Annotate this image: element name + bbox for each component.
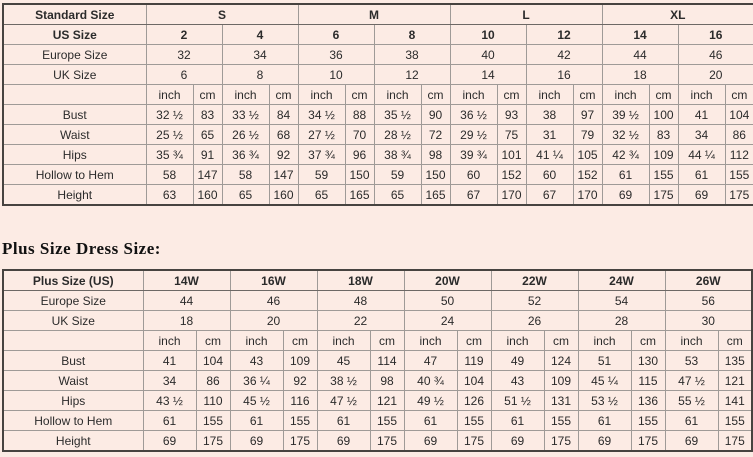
unit-cm-cell: cm (345, 85, 374, 105)
size-cell: 6 (298, 25, 374, 45)
measure-cm-cell: 88 (345, 105, 374, 125)
measure-cm-cell: 93 (497, 105, 526, 125)
size-cell: 18 (602, 65, 678, 85)
plus-size-header: 20W (404, 270, 491, 291)
unit-inch-cell: inch (230, 331, 283, 351)
size-cell: 24 (404, 311, 491, 331)
measure-cm-cell: 75 (497, 125, 526, 145)
plus-size-header: 22W (491, 270, 578, 291)
unit-inch-cell: inch (678, 85, 725, 105)
measure-cm-cell: 170 (573, 185, 602, 206)
row-label (3, 331, 143, 351)
measure-inch-cell: 61 (678, 165, 725, 185)
measure-cm-cell: 114 (370, 351, 404, 371)
measure-cm-cell: 165 (421, 185, 450, 206)
measure-inch-cell: 61 (665, 411, 718, 431)
size-cell: 46 (678, 45, 753, 65)
measure-cm-cell: 110 (196, 391, 230, 411)
unit-cm-cell: cm (370, 331, 404, 351)
measure-cm-cell: 109 (544, 371, 578, 391)
size-cell: 12 (374, 65, 450, 85)
size-cell: 6 (146, 65, 222, 85)
plus-size-table (2, 269, 753, 452)
measure-cm-cell: 126 (457, 391, 491, 411)
unit-inch-cell: inch (602, 85, 649, 105)
measure-cm-cell: 116 (283, 391, 317, 411)
size-cell: 32 (146, 45, 222, 65)
measure-cm-cell: 92 (269, 145, 298, 165)
row-label: Height (3, 431, 143, 452)
measure-cm-cell: 109 (283, 351, 317, 371)
unit-inch-cell: inch (665, 331, 718, 351)
size-cell: 48 (317, 291, 404, 311)
measure-cm-cell: 119 (457, 351, 491, 371)
measure-inch-cell: 37 ¾ (298, 145, 345, 165)
plus-size-header: 18W (317, 270, 404, 291)
measure-cm-cell: 155 (457, 411, 491, 431)
measure-inch-cell: 58 (146, 165, 193, 185)
measure-cm-cell: 175 (196, 431, 230, 452)
measure-cm-cell: 155 (725, 165, 753, 185)
measure-inch-cell: 47 ½ (317, 391, 370, 411)
measure-cm-cell: 155 (718, 411, 752, 431)
measure-inch-cell: 53 ½ (578, 391, 631, 411)
unit-inch-cell: inch (317, 331, 370, 351)
measure-inch-cell: 47 (404, 351, 457, 371)
measure-inch-cell: 27 ½ (298, 125, 345, 145)
size-cell: 40 (450, 45, 526, 65)
measure-cm-cell: 100 (649, 105, 678, 125)
plus-size-header: 24W (578, 270, 665, 291)
row-label: Hips (3, 391, 143, 411)
measure-inch-cell: 69 (678, 185, 725, 206)
unit-cm-cell: cm (421, 85, 450, 105)
measure-cm-cell: 91 (193, 145, 222, 165)
plus-size-header: 26W (665, 270, 752, 291)
unit-inch-cell: inch (143, 331, 196, 351)
plus-size-header: 16W (230, 270, 317, 291)
unit-cm-cell: cm (649, 85, 678, 105)
measure-cm-cell: 98 (421, 145, 450, 165)
size-cell: 8 (222, 65, 298, 85)
measure-inch-cell: 55 ½ (665, 391, 718, 411)
measure-cm-cell: 152 (573, 165, 602, 185)
row-label: Europe Size (3, 45, 146, 65)
measure-inch-cell: 45 ¼ (578, 371, 631, 391)
measure-cm-cell: 104 (457, 371, 491, 391)
measure-inch-cell: 39 ¾ (450, 145, 497, 165)
measure-cm-cell: 101 (497, 145, 526, 165)
measure-inch-cell: 59 (374, 165, 421, 185)
unit-cm-cell: cm (725, 85, 753, 105)
size-group-header: S (146, 4, 298, 25)
measure-cm-cell: 104 (725, 105, 753, 125)
measure-inch-cell: 49 ½ (404, 391, 457, 411)
size-cell: 8 (374, 25, 450, 45)
unit-inch-cell: inch (450, 85, 497, 105)
measure-inch-cell: 47 ½ (665, 371, 718, 391)
measure-inch-cell: 65 (374, 185, 421, 206)
row-label: Waist (3, 371, 143, 391)
measure-cm-cell: 175 (631, 431, 665, 452)
measure-cm-cell: 115 (631, 371, 665, 391)
measure-inch-cell: 45 (317, 351, 370, 371)
measure-inch-cell: 38 ½ (317, 371, 370, 391)
measure-cm-cell: 155 (283, 411, 317, 431)
row-label: UK Size (3, 65, 146, 85)
row-label: UK Size (3, 311, 143, 331)
measure-inch-cell: 26 ½ (222, 125, 269, 145)
measure-inch-cell: 43 (230, 351, 283, 371)
unit-cm-cell: cm (631, 331, 665, 351)
size-cell: 14 (602, 25, 678, 45)
measure-cm-cell: 155 (544, 411, 578, 431)
measure-inch-cell: 53 (665, 351, 718, 371)
measure-cm-cell: 175 (725, 185, 753, 206)
measure-inch-cell: 38 (526, 105, 573, 125)
unit-inch-cell: inch (374, 85, 421, 105)
size-cell: 52 (491, 291, 578, 311)
size-cell: 4 (222, 25, 298, 45)
unit-cm-cell: cm (193, 85, 222, 105)
unit-cm-cell: cm (497, 85, 526, 105)
measure-cm-cell: 155 (370, 411, 404, 431)
measure-inch-cell: 61 (317, 411, 370, 431)
measure-inch-cell: 51 ½ (491, 391, 544, 411)
measure-cm-cell: 79 (573, 125, 602, 145)
row-label: Hips (3, 145, 146, 165)
measure-cm-cell: 130 (631, 351, 665, 371)
measure-inch-cell: 32 ½ (602, 125, 649, 145)
standard-size-table (2, 3, 753, 206)
measure-cm-cell: 121 (370, 391, 404, 411)
measure-cm-cell: 96 (345, 145, 374, 165)
measure-inch-cell: 39 ½ (602, 105, 649, 125)
row-label (3, 85, 146, 105)
measure-cm-cell: 105 (573, 145, 602, 165)
size-cell: 56 (665, 291, 752, 311)
measure-inch-cell: 34 ½ (298, 105, 345, 125)
size-cell: 14 (450, 65, 526, 85)
row-label: Waist (3, 125, 146, 145)
plus-size-title: Plus Size Dress Size: (2, 239, 161, 258)
measure-inch-cell: 32 ½ (146, 105, 193, 125)
measure-inch-cell: 69 (665, 431, 718, 452)
size-cell: 42 (526, 45, 602, 65)
measure-inch-cell: 61 (602, 165, 649, 185)
measure-cm-cell: 65 (193, 125, 222, 145)
row-label: US Size (3, 25, 146, 45)
size-cell: 20 (678, 65, 753, 85)
measure-inch-cell: 67 (450, 185, 497, 206)
measure-cm-cell: 141 (718, 391, 752, 411)
measure-cm-cell: 72 (421, 125, 450, 145)
measure-inch-cell: 69 (404, 431, 457, 452)
measure-inch-cell: 67 (526, 185, 573, 206)
measure-inch-cell: 69 (317, 431, 370, 452)
measure-inch-cell: 42 ¾ (602, 145, 649, 165)
measure-cm-cell: 109 (649, 145, 678, 165)
unit-inch-cell: inch (146, 85, 193, 105)
measure-cm-cell: 175 (370, 431, 404, 452)
measure-cm-cell: 170 (497, 185, 526, 206)
measure-cm-cell: 86 (725, 125, 753, 145)
row-label: Bust (3, 105, 146, 125)
measure-cm-cell: 175 (283, 431, 317, 452)
measure-cm-cell: 155 (631, 411, 665, 431)
measure-inch-cell: 36 ¾ (222, 145, 269, 165)
measure-inch-cell: 28 ½ (374, 125, 421, 145)
measure-cm-cell: 104 (196, 351, 230, 371)
size-cell: 36 (298, 45, 374, 65)
measure-inch-cell: 60 (526, 165, 573, 185)
size-cell: 12 (526, 25, 602, 45)
unit-inch-cell: inch (222, 85, 269, 105)
measure-inch-cell: 61 (230, 411, 283, 431)
measure-cm-cell: 68 (269, 125, 298, 145)
measure-cm-cell: 175 (718, 431, 752, 452)
measure-cm-cell: 152 (497, 165, 526, 185)
size-cell: 26 (491, 311, 578, 331)
size-cell: 20 (230, 311, 317, 331)
measure-cm-cell: 121 (718, 371, 752, 391)
measure-cm-cell: 147 (193, 165, 222, 185)
measure-cm-cell: 147 (269, 165, 298, 185)
measure-inch-cell: 29 ½ (450, 125, 497, 145)
unit-inch-cell: inch (404, 331, 457, 351)
measure-cm-cell: 155 (649, 165, 678, 185)
unit-inch-cell: inch (298, 85, 345, 105)
measure-inch-cell: 69 (602, 185, 649, 206)
measure-inch-cell: 34 (678, 125, 725, 145)
measure-inch-cell: 36 ½ (450, 105, 497, 125)
row-label: Bust (3, 351, 143, 371)
measure-inch-cell: 45 ½ (230, 391, 283, 411)
size-cell: 46 (230, 291, 317, 311)
measure-cm-cell: 112 (725, 145, 753, 165)
unit-cm-cell: cm (457, 331, 491, 351)
measure-inch-cell: 65 (298, 185, 345, 206)
measure-inch-cell: 61 (578, 411, 631, 431)
row-label: Europe Size (3, 291, 143, 311)
size-cell: 10 (450, 25, 526, 45)
measure-inch-cell: 43 (491, 371, 544, 391)
size-group-header: L (450, 4, 602, 25)
unit-cm-cell: cm (269, 85, 298, 105)
measure-inch-cell: 43 ½ (143, 391, 196, 411)
measure-cm-cell: 165 (345, 185, 374, 206)
measure-cm-cell: 150 (421, 165, 450, 185)
measure-cm-cell: 175 (649, 185, 678, 206)
measure-inch-cell: 69 (230, 431, 283, 452)
size-cell: 18 (143, 311, 230, 331)
measure-inch-cell: 61 (143, 411, 196, 431)
measure-inch-cell: 38 ¾ (374, 145, 421, 165)
size-cell: 10 (298, 65, 374, 85)
size-group-header: M (298, 4, 450, 25)
measure-inch-cell: 31 (526, 125, 573, 145)
measure-cm-cell: 97 (573, 105, 602, 125)
measure-inch-cell: 41 (143, 351, 196, 371)
measure-inch-cell: 36 ¼ (230, 371, 283, 391)
measure-cm-cell: 175 (544, 431, 578, 452)
plus-size-header: 14W (143, 270, 230, 291)
measure-cm-cell: 83 (649, 125, 678, 145)
unit-inch-cell: inch (526, 85, 573, 105)
measure-inch-cell: 61 (491, 411, 544, 431)
size-cell: 34 (222, 45, 298, 65)
measure-inch-cell: 60 (450, 165, 497, 185)
measure-cm-cell: 98 (370, 371, 404, 391)
measure-inch-cell: 59 (298, 165, 345, 185)
measure-cm-cell: 86 (196, 371, 230, 391)
row-label: Hollow to Hem (3, 411, 143, 431)
measure-inch-cell: 65 (222, 185, 269, 206)
measure-inch-cell: 40 ¾ (404, 371, 457, 391)
measure-cm-cell: 84 (269, 105, 298, 125)
measure-inch-cell: 41 ¼ (526, 145, 573, 165)
measure-inch-cell: 44 ¼ (678, 145, 725, 165)
size-cell: 22 (317, 311, 404, 331)
row-label: Height (3, 185, 146, 206)
size-cell: 44 (143, 291, 230, 311)
measure-cm-cell: 150 (345, 165, 374, 185)
measure-inch-cell: 63 (146, 185, 193, 206)
measure-inch-cell: 61 (404, 411, 457, 431)
measure-inch-cell: 41 (678, 105, 725, 125)
measure-inch-cell: 35 ¾ (146, 145, 193, 165)
unit-inch-cell: inch (491, 331, 544, 351)
measure-cm-cell: 155 (196, 411, 230, 431)
measure-inch-cell: 33 ½ (222, 105, 269, 125)
measure-cm-cell: 136 (631, 391, 665, 411)
measure-cm-cell: 160 (193, 185, 222, 206)
measure-cm-cell: 70 (345, 125, 374, 145)
measure-inch-cell: 69 (491, 431, 544, 452)
size-cell: 50 (404, 291, 491, 311)
unit-inch-cell: inch (578, 331, 631, 351)
measure-inch-cell: 69 (578, 431, 631, 452)
measure-inch-cell: 58 (222, 165, 269, 185)
size-cell: 2 (146, 25, 222, 45)
unit-cm-cell: cm (544, 331, 578, 351)
measure-inch-cell: 51 (578, 351, 631, 371)
measure-inch-cell: 35 ½ (374, 105, 421, 125)
unit-cm-cell: cm (283, 331, 317, 351)
corner-label: Standard Size (3, 4, 146, 25)
measure-cm-cell: 135 (718, 351, 752, 371)
measure-cm-cell: 124 (544, 351, 578, 371)
unit-cm-cell: cm (718, 331, 752, 351)
measure-inch-cell: 34 (143, 371, 196, 391)
measure-inch-cell: 25 ½ (146, 125, 193, 145)
measure-cm-cell: 90 (421, 105, 450, 125)
size-cell: 44 (602, 45, 678, 65)
size-cell: 54 (578, 291, 665, 311)
measure-cm-cell: 92 (283, 371, 317, 391)
size-group-header: XL (602, 4, 753, 25)
measure-inch-cell: 49 (491, 351, 544, 371)
unit-cm-cell: cm (196, 331, 230, 351)
unit-cm-cell: cm (573, 85, 602, 105)
size-cell: 16 (526, 65, 602, 85)
row-label: Hollow to Hem (3, 165, 146, 185)
measure-cm-cell: 175 (457, 431, 491, 452)
measure-cm-cell: 131 (544, 391, 578, 411)
size-cell: 16 (678, 25, 753, 45)
measure-cm-cell: 83 (193, 105, 222, 125)
size-cell: 30 (665, 311, 752, 331)
measure-inch-cell: 69 (143, 431, 196, 452)
corner-label: Plus Size (US) (3, 270, 143, 291)
size-cell: 38 (374, 45, 450, 65)
size-cell: 28 (578, 311, 665, 331)
measure-cm-cell: 160 (269, 185, 298, 206)
